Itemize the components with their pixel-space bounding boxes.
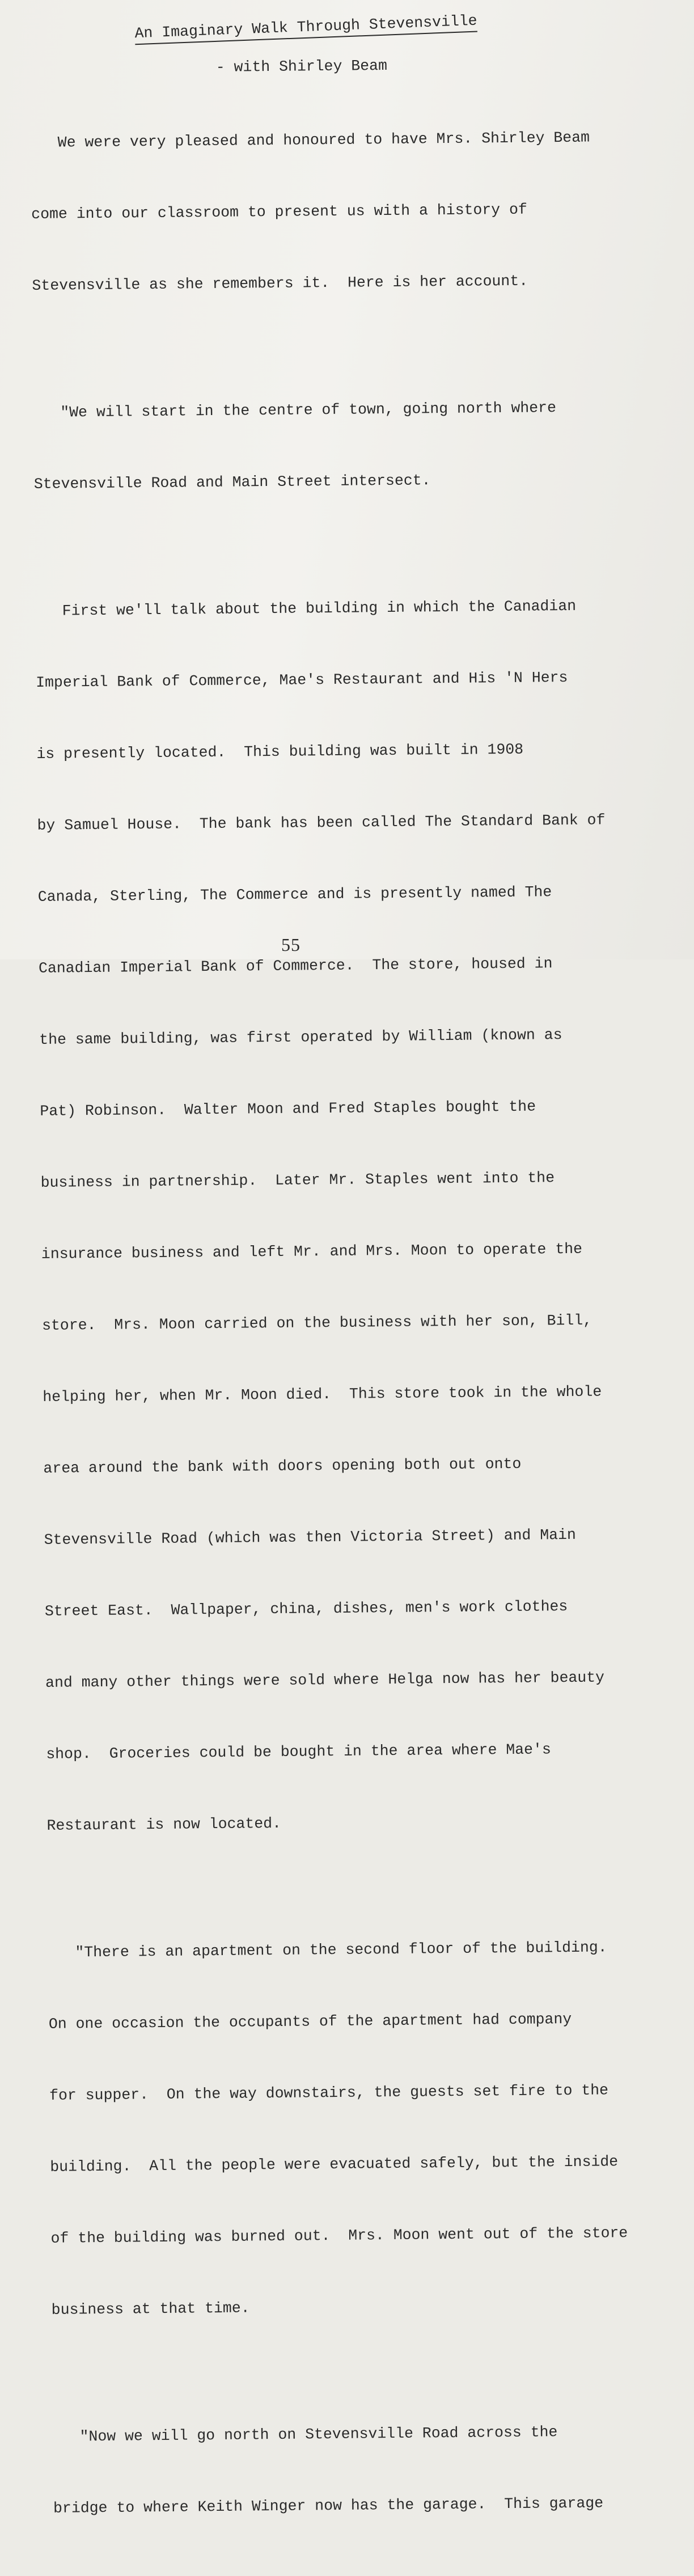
text-line: Canadian Imperial Bank of Commerce. The store, housed in [38,955,553,977]
typed-text-body [29,12,683,2575]
text-line: come into our classroom to present us with a history of [31,201,528,223]
text-line: Restaurant is now located. [46,1814,282,1834]
text-line: Pat) Robinson. Walter Moon and Fred Staples bought the [40,1098,536,1120]
text-line: Stevensville Road (which was then Victoria Street) and Main [44,1526,577,1549]
paragraph-north-garage [52,2371,683,2568]
text-line: "We will start in the centre of town, going north where [33,399,557,421]
text-line: by Samuel House. The bank has been called The Standard Bank of [37,811,606,834]
text-line: First we'll talk about the building in which the Canadian [35,597,577,620]
text-line: business at that time. [51,2299,250,2319]
document-subtitle: - with Shirley Beam [215,57,388,76]
paragraph-intro [30,77,662,345]
paragraph-bank-building [35,545,677,1885]
text-line: business in partnership. Later Mr. Staples went into the [40,1169,555,1191]
text-line: Canada, Sterling, The Commerce and is presently named The [37,883,552,906]
text-line: store. Mrs. Moon carried on the business with her son, Bill, [41,1312,593,1334]
text-line: insurance business and left Mr. and Mrs. Moon to operate the [41,1240,583,1263]
text-line: building. All the people were evacuated safely, but the inside [50,2153,619,2176]
document-title: An Imaginary Walk Through Stevensville [134,11,477,45]
text-line: Street East. Wallpaper, china, dishes, men's work clothes [44,1598,568,1620]
text-line: is presently located. This building was built in 1908 [36,741,524,763]
text-line: On one occasion the occupants of the apartment had company [48,2010,572,2033]
text-line: for supper. On the way downstairs, the guests set fire to the [49,2082,609,2104]
page-number: 55 [281,934,301,955]
text-line: helping her, when Mr. Moon died. This store took in the whole [43,1383,602,1406]
text-line: "There is an apartment on the second floor of the building. [48,1939,607,1961]
text-line: bridge to where Keith Winger now has the garage. This garage [53,2494,604,2517]
text-line: "Now we will go north on Stevensville Road across the [52,2423,558,2446]
text-line: shop. Groceries could be bought in the area where Mae's [46,1741,551,1763]
text-line: Imperial Bank of Commerce, Mae's Restaurant and His 'N Hers [36,669,568,691]
text-line: We were very pleased and honoured to have Mrs. Shirley Beam [30,129,590,151]
text-line: the same building, was first operated by William (known as [39,1026,562,1048]
text-line: of the building was burned out. Mrs. Moon went out of the store [50,2224,628,2247]
paragraph-start [33,347,664,544]
paragraph-apartment-fire [48,1887,682,2370]
text-line: area around the bank with doors opening both out onto [43,1455,522,1477]
text-line: Stevensville Road and Main Street intersect. [33,472,431,493]
text-line: and many other things were sold where Helga now has her beauty [45,1669,605,1691]
text-line: Stevensville as she remembers it. Here is her account. [32,272,528,294]
